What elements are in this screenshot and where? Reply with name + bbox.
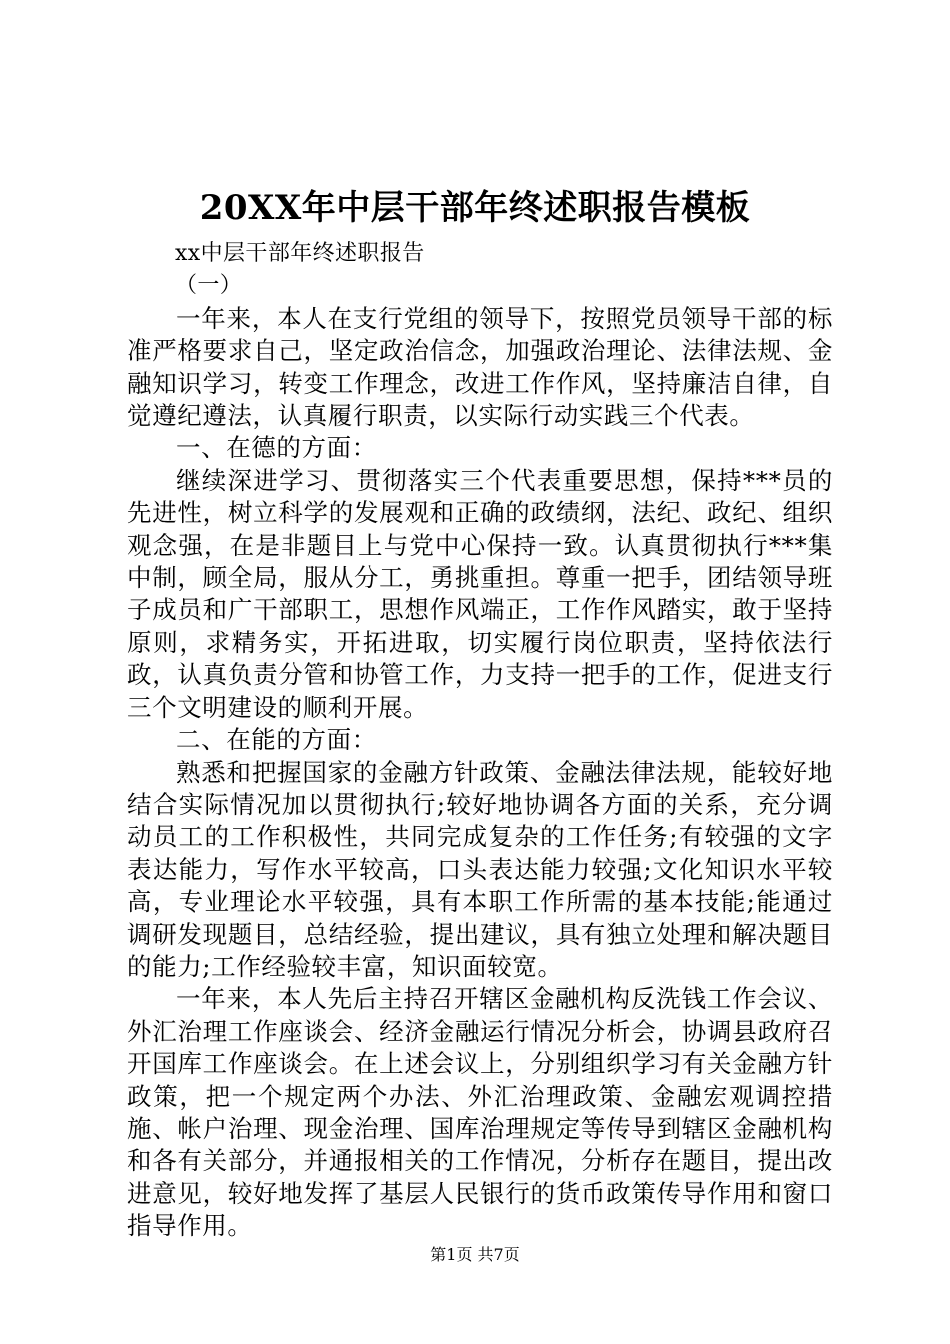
section-heading-morality: 一、在德的方面： <box>176 433 377 463</box>
document-body <box>127 238 833 1243</box>
document-subtitle: xx中层干部年终述职报告 <box>175 241 425 266</box>
page-number: 第1页 共7页 <box>430 1245 520 1264</box>
document-title: 20XX年中层干部年终述职报告模板 <box>199 188 751 228</box>
paragraph-meetings: 一年来，本人先后主持召开辖区金融机构反洗钱工作会议、外汇治理工作座谈会、经济金融运行情况分析会，协调县政府召开国库工作座谈会。在上述会议上，分别组织学习有关金融方针政策，把一个规定两个办法、外汇治理政策、金融宏观调控措施、帐户治理、现金治理、国库治理规定等传导到辖区金融机构和各有关部分，并通报相关的工作情况，分析存在题目，提出改进意见，较好地发挥了基层人民银行的货币政策传导作用和窗口指导作用。 <box>127 984 833 1241</box>
section-heading-ability: 二、在能的方面： <box>176 725 377 755</box>
paragraph-ability: 熟悉和把握国家的金融方针政策、金融法律法规，能较好地结合实际情况加以贯彻执行;较好地协调各方面的关系，充分调动员工的工作积极性，共同完成复杂的工作任务;有较强的文字表达能力，写作水平较高，口头表达能力较强;文化知识水平较高，专业理论水平较强，具有本职工作所需的基本技能;能通过调研发现题目，总结经验，提出建议，具有独立处理和解决题目的能力;工作经验较丰富，知识面较宽。 <box>127 757 833 981</box>
paragraph-intro: 一年来，本人在支行党组的领导下，按照党员领导干部的标准严格要求自己，坚定政治信念，加强政治理论、法律法规、金融知识学习，转变工作理念，改进工作作风，坚持廉洁自律，自觉遵纪遵法，认真履行职责，以实际行动实践三个代表。 <box>127 303 833 431</box>
section-marker: （一） <box>175 273 243 299</box>
paragraph-morality: 继续深进学习、贯彻落实三个代表重要思想，保持***员的先进性，树立科学的发展观和正确的政绩纲，法纪、政纪、组织观念强，在是非题目上与党中心保持一致。认真贯彻执行***集中制，顾全局，服从分工，勇挑重担。尊重一把手，团结领导班子成员和广干部职工，思想作风端正，工作作风踏实，敢于坚持原则，求精务实，开拓进取，切实履行岗位职责，坚持依法行政，认真负责分管和协管工作，力支持一把手的工作，促进支行三个文明建设的顺利开展。 <box>127 465 833 722</box>
